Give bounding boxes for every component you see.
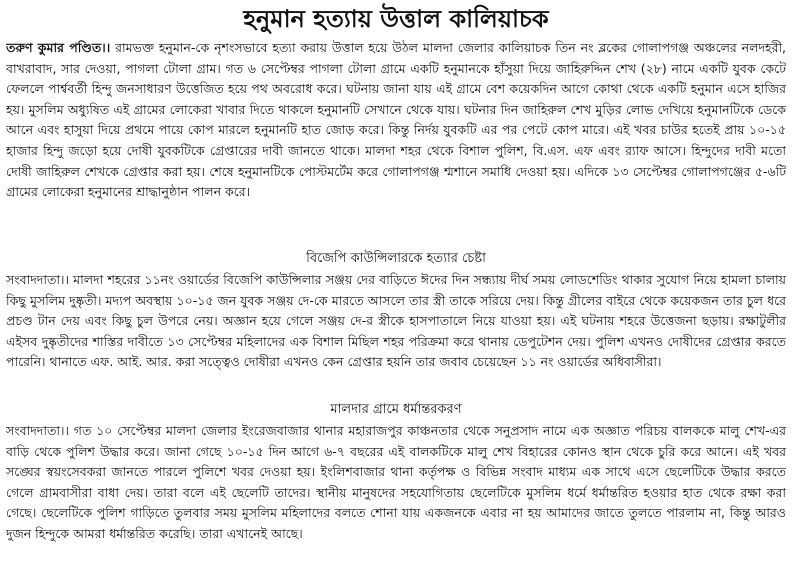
article-1-body [6,38,786,243]
article-3-body: সংবাদদাতা।। গত ১০ সেপ্টেম্বর মালদা জেলার ইংরেজবাজার থানার মহারাজপুর কাঞ্চনতার থেকে সনুপ্রসাদ নামে এক অজ্ঞাত পরিচয় বালককে মালু শেখ-এর বাড়ি থেকে পুলিশ উদ্ধার করে। জানা গেছে ১০-১৫ দিন আগে ৬-৭ বছরের এই বালকটিকে মালু শেখ বিহারের কোনও স্থান থেকে চুরি করে আনে। এই খবর সঙ্ঘের স্বয়ংসেবকরা জানতে পারলে পুলিশে খবর দেওয়া হয়। ইংলিশবাজার থানা কর্তৃপক্ষ ও বিভিন্ন সংবাদ মাধ্যম এক সাথে এসে ছেলেটিকে উদ্ধার করতে গেলে গ্রামবাসীরা বাধা দেয়। তারা বলে এই ছেলেটি তাদের। স্থানীয় মানুষদের সহযোগিতায় ছেলেটিকে মুসলিম ধর্মে ধর্মান্তরিত হওয়ার হাত থেকে রক্ষা করা গেছে। ছেলেটিকে পুলিশ গাড়িতে তুলবার সময় মুসলিম মহিলাদের বলতে শোনা যায় একজনকে এবার না হয় আমাদের জাতে তুলতে পারলাম না, কিন্তু আরও দুজন হিন্দুকে আমরা ধর্মান্তরিত করেছি। তারা এখানেই আছে। [6,423,786,541]
article-3-title: মালদার গ্রামে ধর্মান্তরকরণ [330,402,462,417]
article-1-byline: তরুণ কুমার পণ্ডিত।। [6,40,111,55]
article-1-text: রামভক্ত হনুমান-কে নৃশংসভাবে হত্যা করায় উত্তাল হয়ে উঠল মালদা জেলার কালিয়াচক তিন নং ব্লকের গোলাপগঞ্জ অঞ্চলের নলদহরী, বাখরাবাদ, সার দেওয়া, পাগলা টোলা গ্রাম। গত ৬ সেপ্টেম্বর পাগলা টোলা গ্রামে একটি হনুমানকে হাঁসুয়া দিয়ে জাহিরুদ্দিন শেখ (২৮) নামে একটি যুবক কেটে ফেললে পার্শ্ববর্তী হিন্দু জনসাধারণ উত্তেজিত হয়ে পথ অবরোধ করে। ঘটনায় জানা যায় এই গ্রামে বেশ কয়েকদিন আগে কোথা থেকে একটি হনুমান এসে হাজির হয়। মুসলিম অধ্যুষিত এই গ্রামের লোকেরা খাবার দিতে থাকলে হনুমানটি সেখানে থেকে যায়। ঘটনার দিন জাহিরুল শেখ মুড়ির লোভ দেখিয়ে হনুমানটিকে ডেকে আনে এবং হাসুয়া দিয়ে প্রথমে পায়ে কোপ মারলে হনুমানটি হাত জোড় করে। কিন্তু নির্দয় যুবকটি এর পর পেটে কোপ মারে। এই খবর চাউর হতেই প্রায় ১০-১৫ হাজার হিন্দু জড়ো হয়ে দোষী যুবকটিকে গ্রেপ্তারের দাবী জানতে থাকে। মালদা শহর থেকে বিশাল পুলিশ, বি.এস. এফ এবং র‌্যাফ আসে। হিন্দুদের দাবী মতো দোষী জাহিরুল শেখকে গ্রেপ্তার করা হয়। শেষে হনুমানটিকে পোস্টমর্টেম করে গোলাপগঞ্জ শ্মশানে সমাধি দেওয়া হয়। এদিকে ১৩ সেপ্টেম্বর গোলাপগঞ্জের ৫-৬টি গ্রামের লোকেরা হনুমানের শ্রাদ্ধানুষ্ঠান পালন করে। [6,40,786,200]
headline: হনুমান হত্যায় উত্তাল কালিয়াচক [243,4,549,33]
article-2-title: বিজেপি কাউন্সিলারকে হত্যার চেষ্টা [306,251,486,266]
article-2-body: সংবাদদাতা।। মালদা শহরের ১১নং ওয়ার্ডের বিজেপি কাউন্সিলার সঞ্জয় দের বাড়িতে ঈদের দিন সন্ধ্যায় দীর্ঘ সময় লোডশেডিং থাকার সুযোগ নিয়ে হামলা চালায় কিছু মুসলিম দুষ্কৃতী। মদ্যপ অবস্থায় ১০-১৫ জন যুবক সঞ্জয় দে-কে মারতে আসলে তার স্ত্রী তাকে সরিয়ে দেয়। কিন্তু গ্রীলের বাইরে থেকে কয়েকজন তার চুল ধরে প্রচণ্ড টান দেয় এবং কিছু চুল উপরে নেয়। অজ্ঞান হয়ে গেলে সঞ্জয় দে-র স্ত্রীকে হাসপাতালে নিয়ে যাওয়া হয়। এই ঘটনায় শহরে উত্তেজনা ছড়ায়। রক্ষাটুলীর এইসব দুষ্কৃতীদের শাস্তির দাবীতে ১৩ সেপ্টেম্বর মহিলাদের এক বিশাল মিছিল শহর পরিক্রমা করে থানায় ডেপুটেশন দেয়। পুলিশ এখনও দোষীদের গ্রেপ্তার করতে পারেনি। থানাতে এফ. আই. আর. করা সত্ত্বেও দোষীরা এখনও কেন গ্রেপ্তার হয়নি তার জবাব চেয়েছেন ১১ নং ওয়ার্ডের অধিবাসীরা। [6,272,786,370]
